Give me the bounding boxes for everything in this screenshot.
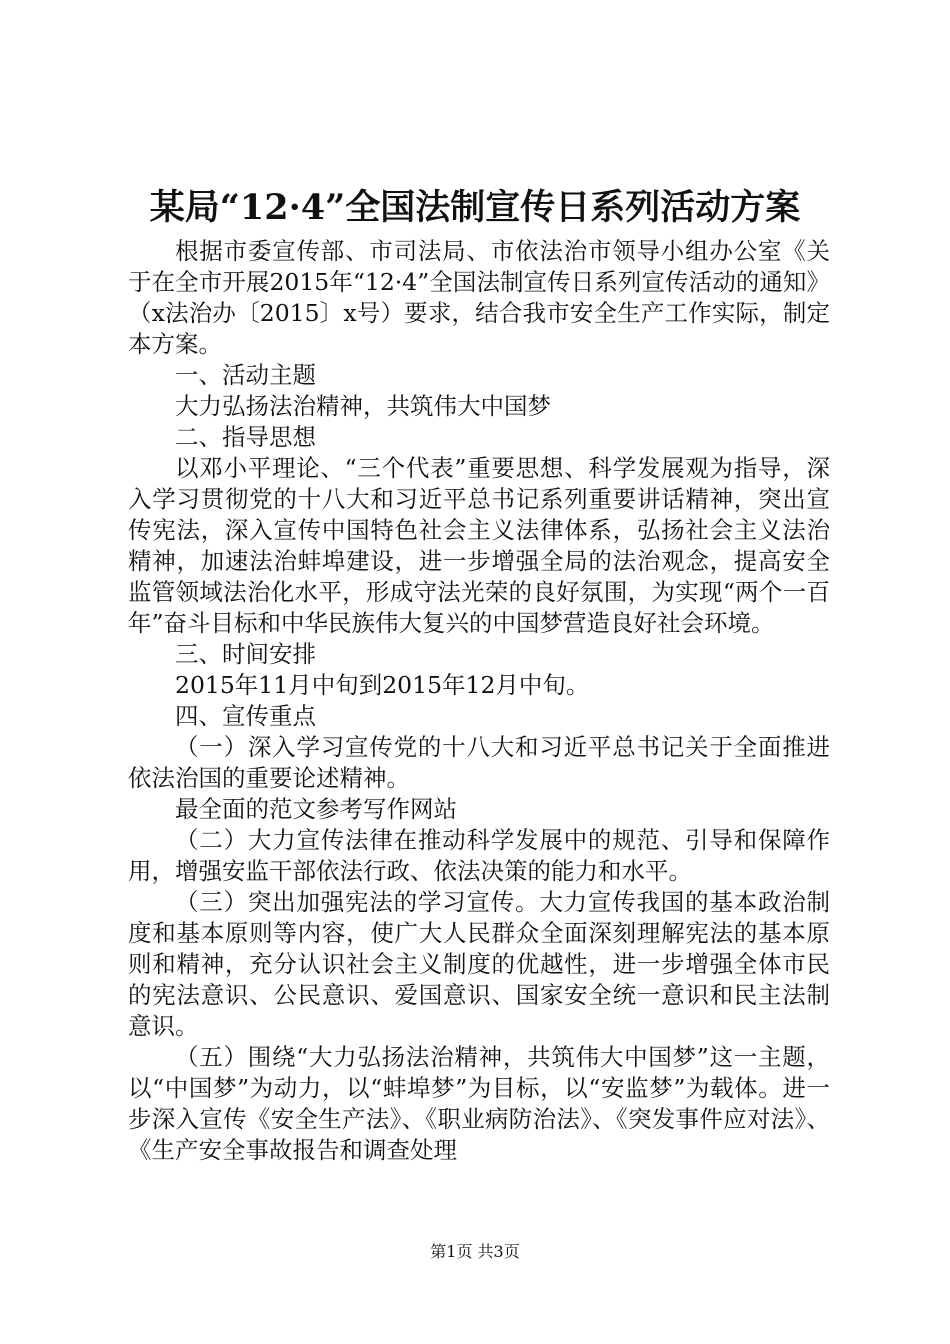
paragraph-focus-1: （一）深入学习宣传党的十八大和习近平总书记关于全面推进依法治国的重要论述精神。	[128, 733, 830, 792]
paragraph-focus-5: （五）围绕“大力弘扬法治精神，共筑伟大中国梦”这一主题，以“中国梦”为动力，以“蚌埠梦”为目标，以“安监梦”为载体。进一步深入宣传《安全生产法》、《职业病防治法》、《突发事件应对法》、《生产安全事故报告和调查处理	[128, 1043, 830, 1164]
document-body	[128, 236, 830, 1166]
paragraph-guiding-ideology: 以邓小平理论、“三个代表”重要思想、科学发展观为指导，深入学习贯彻党的十八大和习近平总书记系列重要讲话精神，突出宣传宪法，深入宣传中国特色社会主义法律体系，弘扬社会主义法治精神，加速法治蚌埠建设，进一步增强全局的法治观念，提高安全监管领域法治化水平，形成守法光荣的良好氛围，为实现“两个一百年”奋斗目标和中华民族伟大复兴的中国梦营造良好社会环境。	[128, 454, 830, 637]
heading-schedule: 三、时间安排	[175, 640, 316, 668]
paragraph-intro: 根据市委宣传部、市司法局、市依法治市领导小组办公室《关于在全市开展2015年“12·4”全国法制宣传日系列宣传活动的通知》（x法治办〔2015〕x号）要求，结合我市安全生产工作实际，制定本方案。	[128, 237, 830, 358]
paragraph-schedule: 2015年11月中旬到2015年12月中旬。	[175, 671, 590, 699]
paragraph-website-note: 最全面的范文参考写作网站	[175, 795, 457, 823]
page-footer: 第1页 共3页	[430, 1242, 520, 1261]
document-title: 某局“12·4”全国法制宣传日系列活动方案	[149, 187, 801, 228]
heading-activity-theme: 一、活动主题	[175, 361, 316, 389]
paragraph-focus-2: （二）大力宣传法律在推动科学发展中的规范、引导和保障作用，增强安监干部依法行政、依法决策的能力和水平。	[128, 826, 830, 885]
heading-publicity-focus: 四、宣传重点	[175, 702, 316, 730]
heading-guiding-ideology: 二、指导思想	[175, 423, 316, 451]
paragraph-theme: 大力弘扬法治精神，共筑伟大中国梦	[175, 392, 551, 420]
paragraph-focus-3: （三）突出加强宪法的学习宣传。大力宣传我国的基本政治制度和基本原则等内容，使广大人民群众全面深刻理解宪法的基本原则和精神，充分认识社会主义制度的优越性，进一步增强全体市民的宪法意识、公民意识、爱国意识、国家安全统一意识和民主法制意识。	[128, 888, 830, 1040]
